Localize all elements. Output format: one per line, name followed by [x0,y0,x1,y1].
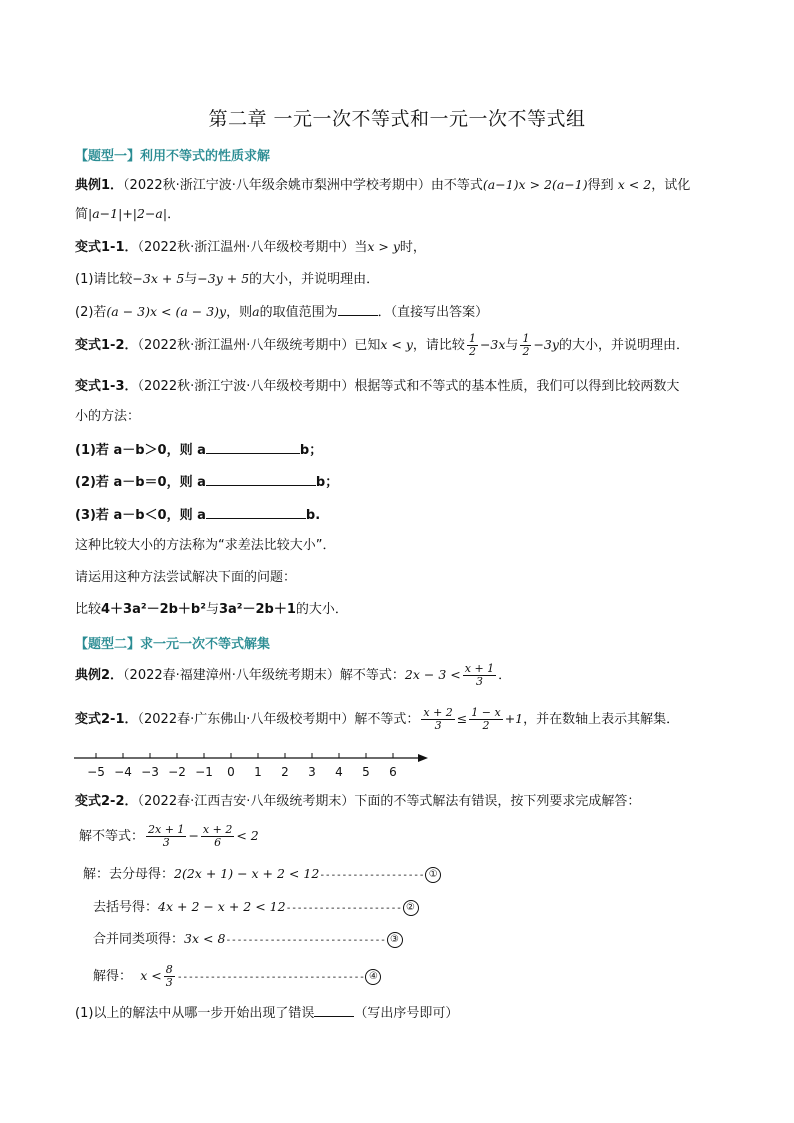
step-4-leader: ---------------------------------- [176,972,365,983]
fraction-numerator: 2x + 1 [148,823,185,836]
variant-1-1-formula: x > y [367,239,400,254]
fraction-denominator: 2 [482,719,490,732]
number-line-tick-label: 3 [308,765,316,779]
step-2-number: ② [403,900,419,916]
step-3-leader: ----------------------------- [225,935,386,946]
step-3-text: 合并同类项得： [93,932,185,947]
example-1-formula: (a−1)x > 2(a−1) [482,177,588,192]
variant-1-1-q2-text: (2)若 [75,305,107,320]
fraction-denominator: 3 [434,719,442,732]
fraction-numerator: 1 [468,332,476,345]
variant-1-1-q1-formula-2: −3y + 5 [197,271,250,286]
number-line-ticks [87,753,397,779]
compare-text-3: 的大小． [295,602,348,617]
answer-blank[interactable] [206,440,300,454]
step-1-leader: ------------------- [319,870,425,881]
variant-1-1-q1-text-2: 与 [184,272,198,287]
number-line-tick-label: −5 [87,765,105,779]
fraction-denominator: 3 [475,675,483,688]
number-line-tick-label: 2 [281,765,289,779]
example-2-source: （2022春·福建漳州·八年级统考期末） [123,668,340,683]
variant-1-3-case-1 [75,440,322,460]
variant-1-3-case-3 [75,505,320,525]
number-line [70,748,440,782]
variant-2-2-line [75,793,640,811]
step-1-formula: 2(2x + 1) − x + 2 < 12 [174,866,320,881]
fraction-numerator: x + 2 [202,823,233,836]
case-3-text: (3)若 a－b＜0，则 a [75,508,206,523]
example-1-text-3: ，试化 [651,178,691,193]
variant-1-1-label: 变式1-1． [75,240,138,255]
compare-text-2: 与 [205,602,219,617]
variant-2-1-line [75,707,679,732]
example-2-formula: 2x − 3 < [404,667,461,682]
answer-blank[interactable] [314,1003,354,1017]
example-2-text: 解不等式： [339,668,405,683]
variant-1-2-formula-3: −3y [533,337,559,352]
variant-1-1-question-2 [75,302,488,322]
step-1-text: 解：去分母得： [83,867,175,882]
variant-1-3-paragraph-3 [75,601,348,619]
case-2-text-2: b； [315,475,339,490]
variant-2-2-question-1 [75,1003,458,1023]
question-1-text-2: （写出序号即可） [354,1006,459,1021]
number-line-tick-label: −2 [168,765,186,779]
compare-expression-1: 4＋3a²－2b＋b² [101,602,206,617]
fraction-numerator: 1 − x [471,706,501,719]
page-title: 第二章 一元一次不等式和一元一次不等式组 [208,108,586,130]
step-4-text: 解得： [93,969,133,984]
section-heading-1: 【题型一】利用不等式的性质求解 [75,149,271,164]
answer-blank[interactable] [338,302,378,316]
fraction-denominator: 3 [162,836,170,849]
variant-2-1-text: 解不等式： [354,712,420,727]
variant-1-1-line-1 [75,238,426,257]
variant-1-2-formula-2: −3x [479,337,506,352]
minus-sign: − [188,828,199,843]
example-1-text: 由不等式 [430,178,483,193]
step-4-formula: x < [140,968,162,983]
answer-blank[interactable] [206,472,316,486]
problem-text: 解不等式： [79,829,145,844]
variant-1-1-q2-text-3: 的取值范围为 [259,305,338,320]
case-1-text: (1)若 a－b＞0，则 a [75,443,206,458]
question-1-text: (1)以上的解法中从哪一步开始出现了错误 [75,1006,315,1021]
fraction-numerator: 1 [522,332,530,345]
variant-1-2-formula: x < y [380,337,413,352]
variant-1-1-q1-formula-1: −3x + 5 [132,271,185,286]
case-2-text: (2)若 a－b＝0，则 a [75,475,206,490]
variant-2-1-formula: +1 [504,711,524,726]
example-2-text-2: ． [498,668,512,683]
variant-1-1-source: （2022秋·浙江温州·八年级校考期中） [137,240,355,255]
step-1-number: ① [425,867,441,883]
variant-1-3-line-2: 小的方法： [75,409,141,424]
fraction [469,707,502,732]
fraction-denominator: 6 [214,836,222,849]
problem-relation: < 2 [236,828,259,843]
solution-step-4 [93,964,381,989]
variant-1-3-source: （2022秋·浙江宁波·八年级校考期中） [137,379,355,394]
variant-2-1-text-2: ，并在数轴上表示其解集． [523,712,680,727]
fraction [201,824,234,849]
number-line-tick-label: −1 [195,765,213,779]
step-2-formula: 4x + 2 − x + 2 < 12 [158,899,286,914]
compare-text: 比较 [75,602,102,617]
variant-1-2-text-3: 与 [505,338,519,353]
variant-1-3-paragraph-1: 这种比较大小的方法称为“求差法比较大小”． [75,538,336,553]
fraction [146,824,186,849]
variant-1-2-label: 变式1-2． [75,338,138,353]
number-line-tick-label: −4 [114,765,132,779]
example-1-line-1 [75,176,690,195]
variant-1-1-q2-text-2: ，则 [226,305,253,320]
fraction [463,663,496,688]
fraction-denominator: 2 [522,345,530,358]
solution-step-2 [93,898,419,918]
number-line-tick-label: 1 [254,765,262,779]
case-1-text-2: b； [299,443,323,458]
variant-1-1-q1-text: (1)请比较 [75,272,133,287]
variant-1-2-text-4: 的大小，并说明理由． [558,338,689,353]
variant-1-2-text-2: ，请比较 [412,338,465,353]
variant-1-1-q1-text-3: 的大小，并说明理由． [249,272,380,287]
step-3-formula: 3x < 8 [184,931,226,946]
answer-blank[interactable] [206,505,306,519]
example-1-label: 典例1． [75,178,124,193]
fraction-numerator: x + 1 [464,662,495,675]
compare-expression-2: 3a²－2b＋1 [218,602,296,617]
fraction [421,707,454,732]
number-line-tick-label: 4 [335,765,343,779]
relation-symbol: ≤ [456,711,468,726]
number-line-tick-label: −3 [141,765,159,779]
step-2-text: 去括号得： [93,900,159,915]
variant-1-3-paragraph-2: 请运用这种方法尝试解决下面的问题： [75,570,297,585]
example-2-label: 典例2． [75,668,124,683]
variant-1-3-label: 变式1-3． [75,379,138,394]
solution-step-1 [83,865,441,885]
variant-2-2-problem [79,824,259,849]
fraction [164,964,175,989]
variant-1-2-text: 已知 [354,338,381,353]
case-3-text-2: b. [305,508,321,523]
variant-1-3-case-2 [75,472,338,492]
number-line-tick-label: 0 [227,765,235,779]
example-1-formula-3: |a−1|+|2−a| [88,206,168,221]
variant-2-2-source: （2022春·江西吉安·八年级统考期末） [137,794,355,809]
variant-1-1-q2-text-4: ．（直接写出答案） [377,305,489,320]
example-1-text-5: ． [167,207,181,222]
variant-2-1-label: 变式2-1． [75,712,138,727]
solution-step-3 [93,930,403,950]
step-4-number: ④ [365,969,381,985]
variant-1-1-question-1 [75,270,379,289]
section-heading-2: 【题型二】求一元一次不等式解集 [75,637,271,652]
fraction-numerator: 8 [165,963,173,976]
variant-1-1-text: 当 [354,240,368,255]
variant-1-1-q2-variable: a [252,304,260,319]
variant-1-3-line-1 [75,378,679,396]
example-1-text-4: 简 [75,207,89,222]
fraction-one-half [467,333,478,358]
number-line-tick-label: 6 [389,765,397,779]
step-2-leader: --------------------- [285,903,402,914]
example-1-line-2 [75,205,180,224]
fraction-one-half [520,333,531,358]
variant-2-2-label: 变式2-2． [75,794,138,809]
variant-2-1-source: （2022春·广东佛山·八年级校考期中） [137,712,355,727]
variant-1-1-q2-formula: (a − 3)x < (a − 3)y [106,304,227,319]
step-3-number: ③ [387,932,403,948]
fraction-denominator: 2 [468,345,476,358]
number-line-tick-label: 5 [362,765,370,779]
fraction-numerator: x + 2 [423,706,453,719]
fraction-denominator: 3 [165,976,173,989]
number-line-arrow [418,754,428,762]
variant-1-3-text: 根据等式和不等式的基本性质，我们可以得到比较两数大 [354,379,680,394]
example-1-source: （2022秋·浙江宁波·八年级余姚市梨洲中学校考期中） [123,178,431,193]
variant-1-2-source: （2022秋·浙江温州·八年级统考期中） [137,338,355,353]
example-1-text-2: 得到 [587,178,614,193]
example-1-formula-2: x < 2 [617,177,652,192]
variant-2-2-text: 下面的不等式解法有错误，按下列要求完成解答： [354,794,641,809]
example-2-line [75,663,511,688]
variant-1-2-line [75,333,689,358]
variant-1-1-text-2: 时， [399,240,426,255]
